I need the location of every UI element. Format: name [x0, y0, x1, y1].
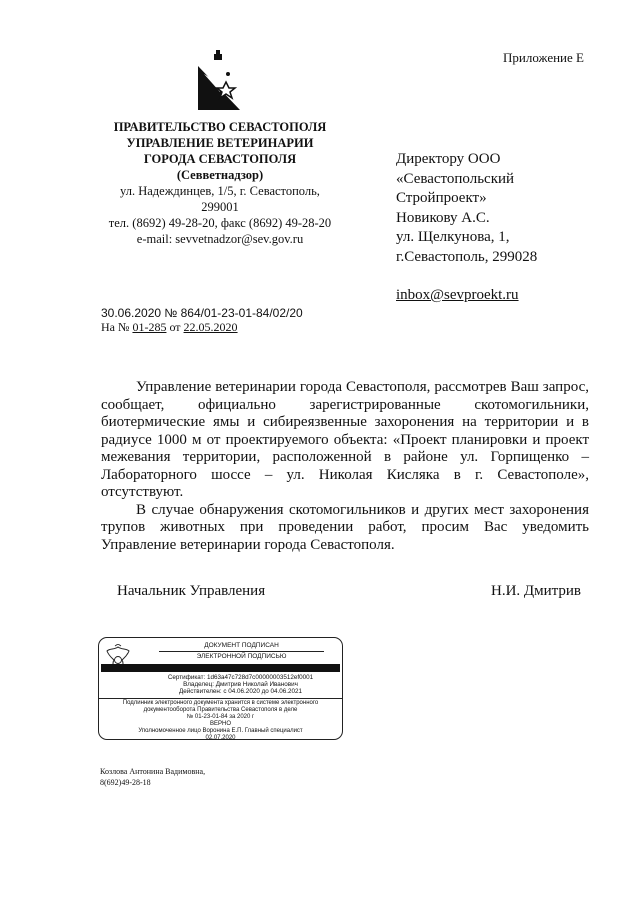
body-paragraph-2: В случае обнаружения скотомогильников и других мест захоронения трупов животных при проведении работ, просим Вас уведомить Управление ветеринарии города Севастополя.: [101, 501, 589, 553]
stamp-divider: [99, 698, 342, 699]
letter-body: [101, 379, 589, 554]
appendix-label: Приложение Е: [503, 50, 584, 65]
sender-phone: тел. (8692) 49-28-20, факс (8692) 49-28-20: [108, 216, 332, 230]
sender-email: e-mail: sevvetnadzor@sev.gov.ru: [136, 232, 304, 246]
executor-phone: 8(692)49-28-18: [100, 778, 151, 787]
sender-address-2: 299001: [201, 200, 239, 214]
recipient-email-link[interactable]: inbox@sevproekt.ru: [396, 287, 519, 303]
sender-address-1: ул. Надеждинцев, 1/5, г. Севастополь,: [120, 184, 320, 198]
sender-block: [100, 119, 340, 247]
signatory-position: Начальник Управления: [117, 583, 266, 599]
recipient-block: [396, 150, 537, 306]
stamp-title-1: ДОКУМЕНТ ПОДПИСАН: [204, 642, 279, 649]
reply-mid: от: [169, 320, 181, 334]
sender-short-name: (Севветнадзор): [176, 168, 264, 182]
stamp-black-band: [101, 664, 340, 672]
body-paragraph-1: Управление ветеринарии города Севастополя, рассмотрев Ваш запрос, сообщает, официально зарегистрированные скотомогильники, биотермические ямы и сибиреязвенные захоронения на территории и в радиусе 1000 м от проектируемого объекта: «Проект планировки и проект межевания территории, расположенной в районе ул. Горпищенко – Лабораторного шоссе – ул. Николая Кисляка в г. Севастополе», отсутствуют.: [101, 379, 589, 500]
reply-prefix: На №: [101, 320, 130, 334]
stamp-title: [145, 642, 338, 661]
recipient-line-1: Директору ООО: [396, 151, 501, 167]
recipient-line-3: Стройпроект»: [396, 190, 487, 206]
stamp-original-3: № 01-23-01-84 за 2020 г: [186, 714, 255, 720]
stamp-valid: Действителен: с 04.06.2020 до 04.06.2021: [178, 688, 303, 696]
recipient-line-2: «Севастопольский: [396, 170, 515, 187]
sevastopol-emblem-icon: [196, 48, 244, 114]
stamp-certificate-info: [145, 674, 336, 696]
recipient-line-6: г.Севастополь, 299028: [396, 248, 538, 265]
document-references: [101, 306, 303, 334]
executor-block: [100, 766, 205, 788]
stamp-verified: ВЕРНО: [209, 721, 231, 727]
outgoing-number: 30.06.2020 № 864/01-23-01-84/02/20: [101, 306, 303, 320]
signatory-name: Н.И. Дмитрив: [491, 583, 582, 599]
stamp-title-2: ЭЛЕКТРОННОЙ ПОДПИСЬЮ: [196, 653, 287, 660]
stamp-original-1: Подлинник электронного документа хранится в системе электронного: [122, 700, 319, 706]
reply-date: 22.05.2020: [183, 320, 238, 334]
electronic-signature-stamp: [98, 637, 343, 740]
reply-number: 01-285: [132, 320, 167, 334]
reply-reference: [101, 320, 303, 334]
sender-line-3: ГОРОДА СЕВАСТОПОЛЯ: [143, 152, 297, 166]
sender-line-2: УПРАВЛЕНИЕ ВЕТЕРИНАРИИ: [126, 136, 314, 150]
executor-name: Козлова Антонина Вадимовна,: [100, 767, 206, 776]
stamp-authorized: Уполномоченное лицо Воронина Е.П. Главный специалист: [138, 728, 303, 734]
sender-line-1: ПРАВИТЕЛЬСТВО СЕВАСТОПОЛЯ: [113, 120, 327, 134]
stamp-certificate: Сертификат: 1d63a47c728d7c00000003512ef0001: [167, 674, 314, 681]
stamp-date: 02.07.2020: [205, 735, 236, 740]
recipient-line-5: ул. Щелкунова, 1,: [396, 229, 510, 245]
recipient-line-4: Новикову А.С.: [396, 209, 490, 226]
stamp-owner: Владелец: Дмитрив Николай Иванович: [183, 681, 298, 689]
stamp-original-info: [103, 700, 338, 740]
stamp-original-2: документооборота Правительства Севастополя в деле: [143, 707, 298, 713]
